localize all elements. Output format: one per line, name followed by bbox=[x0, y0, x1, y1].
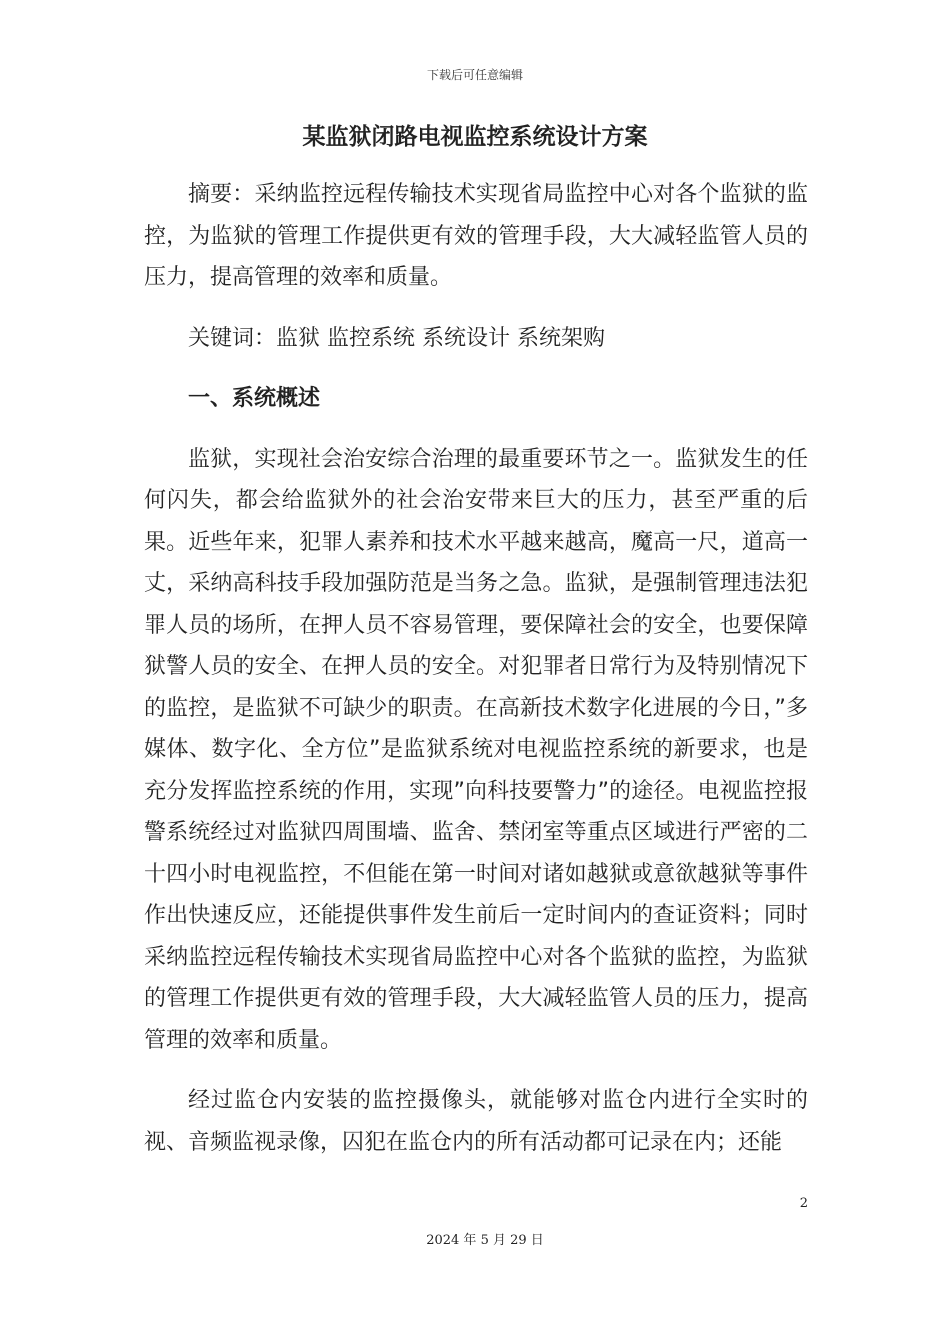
header-note: 下载后可任意编辑 bbox=[426, 68, 523, 82]
page-number: 2 bbox=[799, 1196, 808, 1211]
abstract-paragraph: 摘要：采纳监控远程传输技术实现省局监控中心对各个监狱的监控，为监狱的管理工作提供更有效的管理手段，大大减轻监管人员的压力，提高管理的效率和质量。 bbox=[144, 182, 808, 290]
camera-paragraph: 经过监仓内安装的监控摄像头，就能够对监仓内进行全实时的视、音频监视录像，囚犯在监仓内的所有活动都可记录在内；还能 bbox=[144, 1088, 808, 1155]
footer-date: 2024 年 5 月 29 日 bbox=[426, 1233, 544, 1248]
overview-paragraph: 监狱，实现社会治安综合治理的最重要环节之一。监狱发生的任何闪失，都会给监狱外的社会治安带来巨大的压力，甚至严重的后果。近些年来，犯罪人素养和技术水平越来越高，魔高一尺，道高一丈，采纳高科技手段加强防范是当务之急。监狱，是强制管理违法犯罪人员的场所，在押人员不容易管理，要保障社会的安全，也要保障狱警人员的安全、在押人员的安全。对犯罪者日常行为及特别情况下的监控，是监狱不可缺少的职责。在高新技术数字化进展的今日，”多媒体、数字化、全方位”是监狱系统对电视监控系统的新要求，也是充分发挥监控系统的作用，实现”向科技要警力”的途径。电视监控报警系统经过对监狱四周围墙、监舍、禁闭室等重点区域进行严密的二十四小时电视监控，不但能在第一时间对诸如越狱或意欲越狱等事件作出快速反应，还能提供事件发生前后一定时间内的查证资料；同时采纳监控远程传输技术实现省局监控中心对各个监狱的监控，为监狱的管理工作提供更有效的管理手段，大大减轻监管人员的压力，提高管理的效率和质量。 bbox=[144, 446, 808, 1053]
keywords-paragraph: 关键词：监狱 监控系统 系统设计 系统架购 bbox=[188, 325, 605, 351]
document-body bbox=[144, 174, 808, 1163]
section-heading-overview: 一、系统概述 bbox=[188, 386, 321, 411]
document-title: 某监狱闭路电视监控系统设计方案 bbox=[302, 124, 648, 150]
